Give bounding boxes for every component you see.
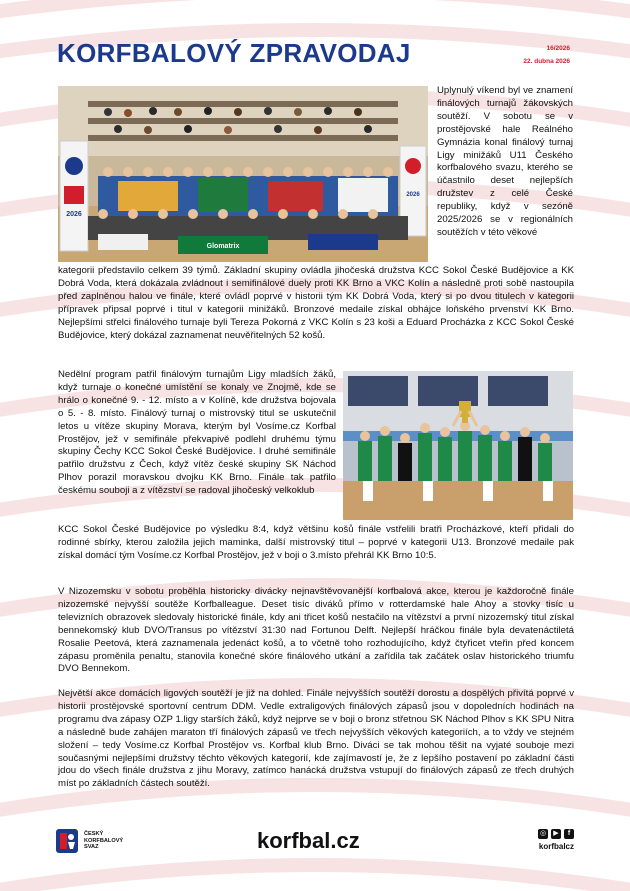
issue-date: 22. dubna 2026 (523, 58, 570, 65)
facebook-icon[interactable]: f (564, 829, 574, 839)
banner-year-right: 2026 (406, 192, 420, 198)
article-paragraph-3: V Nizozemsku v sobotu proběhla historicky divácky nejnavštěvovanější korfbalová akce, kterou je každoročně finále nizozemské nejvyšší soutěže Korfballeague. Deset tisíc diváků přímo v rotterdamské hale Ahoy a stovky tisíc u televizních obrazovek sledovaly historické finále, kdy ani třicet košů nestačilo na vítězství a první nizozemský titul získal bennekomský klub DVO/Transus po vítězství 31:30 nad Fortunou Delft. Nejlepší hráčkou finále byla devatenáctiletá Rosalie Peetová, která zaznamenala jedenáct košů, a to včetně toho rozhodujícího, když čtyřicet vteřin před koncem zápasu proměnila penaltu, stanovila konečné skóre finálového utkání a zařídila tak začátek oslav historického triumfu DVO Bennekom. (58, 586, 574, 675)
newsletter-title: KORFBALOVÝ ZPRAVODAJ (57, 38, 411, 68)
federation-logo[interactable] (56, 829, 123, 853)
article-paragraph-1: kategorii představilo celkem 39 týmů. Základní skupiny ovládla jihočeská družstva KCC Sokol České Budějovice a KK Dobrá Voda, která dokázala zvládnout i semifinálové duely proti KK Brno a VKC Kolín a následně proti sobě nastoupila před zaplněnou halou ve finále, které ovládl poprvé v historii tým KK Dobrá Voda, který si po dvou titulech v kategorii přípravek připsal poprvé i titul v kategorii minižáků. Bronzové medaile získal obhájce loňského prvenství KK Brno. Nejlepšími střelci finálového turnaje byli Tereza Pokorná z VKC Kolín s 23 koši a Eduard Procházka z KCC Sokol České Budějovice, který dokázal zaznamenat neuvěřitelných 52 košů. (58, 265, 574, 341)
banner-year-left: 2026 (66, 211, 82, 218)
u13-champions-celebration-photo (343, 371, 573, 520)
article-paragraph-2: KCC Sokol České Budějovice po výsledku 8:4, když většinu košů finále vstřelili bratři Procházkové, kteří přidali do rodinné sbírky, kterou založila jejich maminka, další mistrovský titul – poprvé v kategorii U13. Bronzové medaile pak získal domácí tým Vosíme.cz Korfbal Prostějov, jež v boji o 3.místo přehrál KK Brno 10:5. (58, 524, 574, 561)
u11-finals-group-photo (58, 86, 428, 262)
youtube-icon[interactable]: ▶ (551, 829, 561, 839)
article-paragraph-1-wrap: Uplynulý víkend byl ve znamení finálových turnajů žákovských soutěží. V sobotu se v prostějovské hale Reálného Gymnázia konal finálový turnaj Ligy minižáků U11 Českého korfbalového svazu, kterého se účastnilo deset nejlepších družstev z celé České republiky, když v sezóně 2025/2026 se v regionálních soutěžích v této věkové (437, 85, 573, 238)
article-paragraph-2-wrap: Nedělní program patřil finálovým turnajům Ligy mladších žáků, když turnaje o konečné umístění se konaly ve Znojmě, kde se hrálo o konečné 9. - 12. místo a v Kolíně, kde družstva bojovala o 5. - 8. místo. Finálový turnaj o mistrovský titul se uskutečnil letos u vítěze skupiny Morava, kterým byl Vosíme.cz Korfbal Prostějov, jež v semifinále překvapivě podlehl druhému týmu skupiny Čechy KCC Sokol České Budějovice. I druhé semifinále patřilo družstvu z Čech, když vítěz české skupiny SK Náchod Plhov porazil moravskou dvojku KK Brno. Finále tak patřilo českému souboji a z vítězství se radoval jihočeský velkoklub (58, 369, 336, 497)
sponsor-board: Glomatrix (206, 243, 240, 250)
issue-info (523, 42, 570, 68)
instagram-icon[interactable]: ◎ (539, 830, 547, 837)
article-paragraph-4: Největší akce domácích ligových soutěží je již na dohled. Finále nejvyšších soutěží dorostu a dospělých přivítá poprvé v historii prostějovské sportovní centrum DDM. Vedle extraligových finálových zápasů jsou v dopoledních hodinách na programu dva zápasy OZP 1.ligy starších žáků, když nejprve se v boji o bronz střetnou SK Náchod Plhov s KK SPU Nitra a následně bude zahájen maraton tří finálových zápasů ve třech nejvyšších věkových kategoriích, a to vždy ve stejném složení – tedy Vosíme.cz Korfbal Prostějov vs. Korfbal klub Brno. Diváci se tak mohou těšit na vyjaté souboje mezi současnými nejlepšími družstvy těchto věkových kategorií, kde zajímavostí je, že z lepšího postavení po základní části jdou do všech finále družstva z jihu Moravy, zatímco hanácká družstva vstupují do finálových zápasů ze třech druhých míst po základních částech soutěží. (58, 688, 574, 790)
website-link[interactable]: korfbal.cz (257, 828, 360, 853)
issue-number: 16/2026 (546, 45, 570, 52)
social-links (538, 829, 574, 851)
federation-emblem-icon (56, 829, 78, 853)
social-handle[interactable]: korfbalcz (538, 842, 574, 851)
federation-name: ČESKÝ KORFBALOVÝ SVAZ (84, 831, 124, 851)
